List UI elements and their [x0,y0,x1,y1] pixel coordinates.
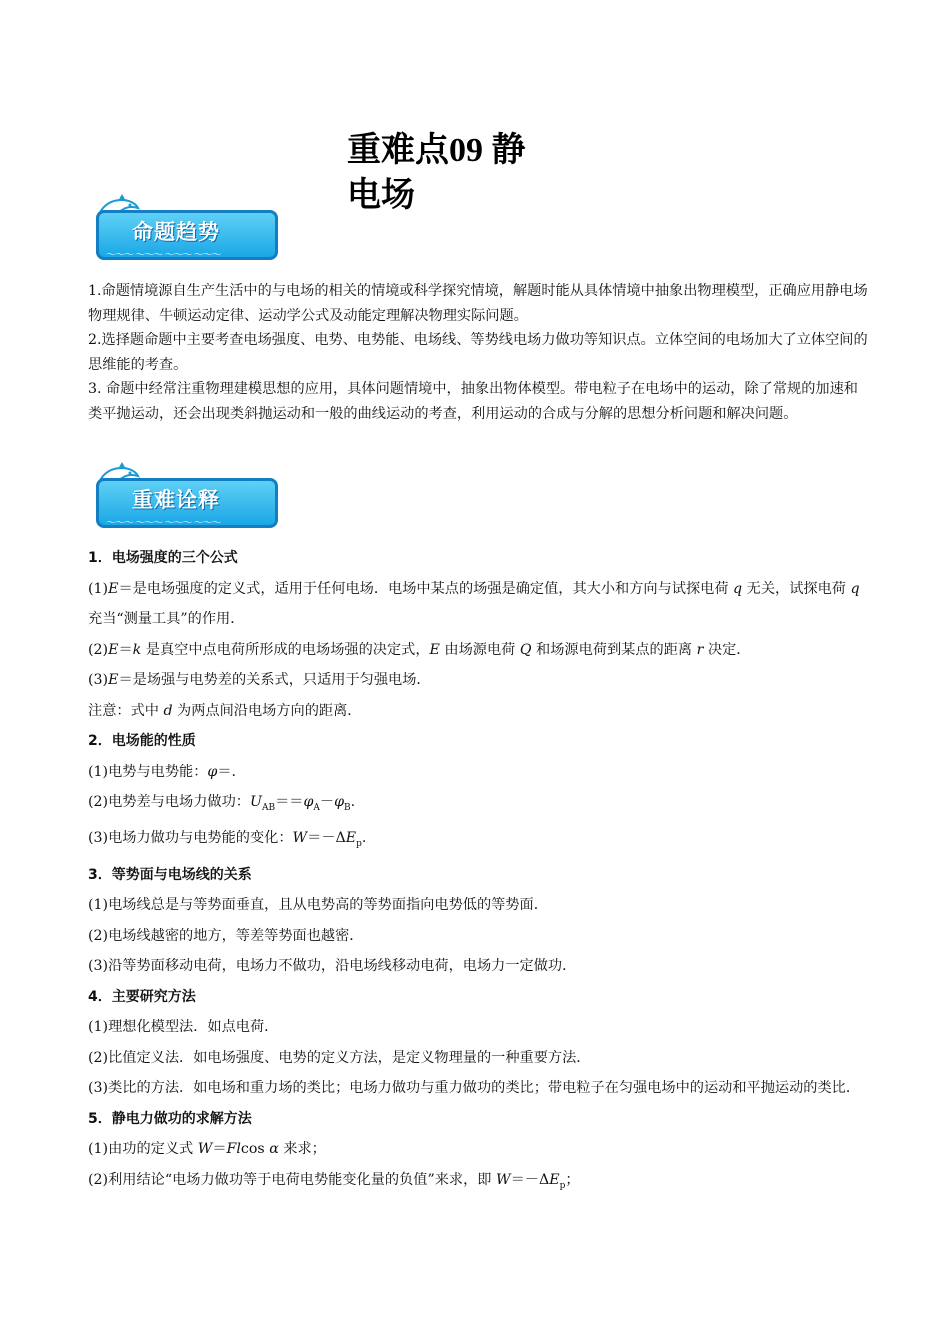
wave-decoration: 〜〜〜 〜〜〜 〜〜〜 〜〜〜 [106,250,221,261]
paragraph: (1)电场线总是与等势面垂直，且从电势高的等势面指向电势低的等势面． [88,897,548,914]
paragraph: (2)E＝k 是真空中点电荷所形成的电场场强的决定式，E 由场源电荷 Q 和场源电荷到某点的距离 r 决定． [88,641,751,658]
paragraph: (2)电势差与电场力做功：$U_{AB}==\varphi_A-\varphi_B$. [88,794,356,813]
page-title-line2: 电场 [347,177,415,214]
badge-label: 重难诠释 [132,488,220,512]
paragraph: (3)E＝是场强与电势差的关系式，只适用于匀强电场． [88,672,431,688]
paragraph: (1)理想化模型法．如点电荷． [88,1019,279,1036]
section-heading: 1．电场强度的三个公式 [88,550,238,566]
paragraph: (1)电势与电势能：φ＝. [88,763,237,780]
paragraph: (3)电场力做功与电势能的变化：$W=-\Delta E_p$. [88,830,367,850]
paragraph: 注意：式中 d 为两点间沿电场方向的距离． [88,702,362,719]
paragraph: (1)由功的定义式 W＝Flcos α 来求； [88,1141,326,1158]
trend-item: 3. 命题中经常注重物理建模思想的应用，具体问题情境中，抽象出物体模型。带电粒子在电场中的运动，除了常规的加速和类平抛运动，还会出现类斜抛运动和一般的曲线运动的考查，利用运动的合成与分解的思想分析问题和解决问题。 [88,381,858,422]
page-title [347,128,567,218]
trend-item: 1.命题情境源自生产生活中的与电场的相关的情境或科学探究情境，解题时能从具体情境中抽象出物理模型，正确应用静电场物理规律、牛顿运动定律、运动学公式及动能定理解决物理实际问题。 [88,283,868,324]
paragraph: (2)电场线越密的地方，等差等势面也越密． [88,927,364,944]
paragraph: (3)类比的方法．如电场和重力场的类比；电场力做功与重力做功的类比；带电粒子在匀强电场中的运动和平抛运动的类比． [88,1080,861,1097]
badge-label: 命题趋势 [132,220,220,244]
paragraph: (3)沿等势面移动电荷，电场力不做功，沿电场线移动电荷，电场力一定做功． [88,958,577,975]
paragraph: (2)利用结论“电场力做功等于电荷电势能变化量的负值”来求，即 $W=-\Delta E_p$； [88,1171,580,1191]
section-heading: 4．主要研究方法 [88,988,196,1005]
section-heading: 5．静电力做功的求解方法 [88,1110,252,1127]
trend-section [88,279,868,426]
section-heading: 3．等势面与电场线的关系 [88,866,252,883]
paragraph: (2)比值定义法．如电场强度、电势的定义方法，是定义物理量的一种重要方法． [88,1049,591,1066]
trend-badge [92,192,282,264]
page-title-line1: 重难点09 静 [347,132,526,169]
wave-decoration: 〜〜〜 〜〜〜 〜〜〜 〜〜〜 [106,518,221,529]
section-heading: 2．电场能的性质 [88,733,196,749]
explain-section [88,543,868,1201]
paragraph: (1)E＝是电场强度的定义式，适用于任何电场．电场中某点的场强是确定值，其大小和方向与试探电荷 q 无关，试探电荷 q 充当“测量工具”的作用． [88,580,860,627]
explain-badge [92,460,282,532]
trend-item: 2.选择题命题中主要考查电场强度、电势、电势能、电场线、等势线电场力做功等知识点。立体空间的电场加大了立体空间的思维能的考查。 [88,332,868,373]
